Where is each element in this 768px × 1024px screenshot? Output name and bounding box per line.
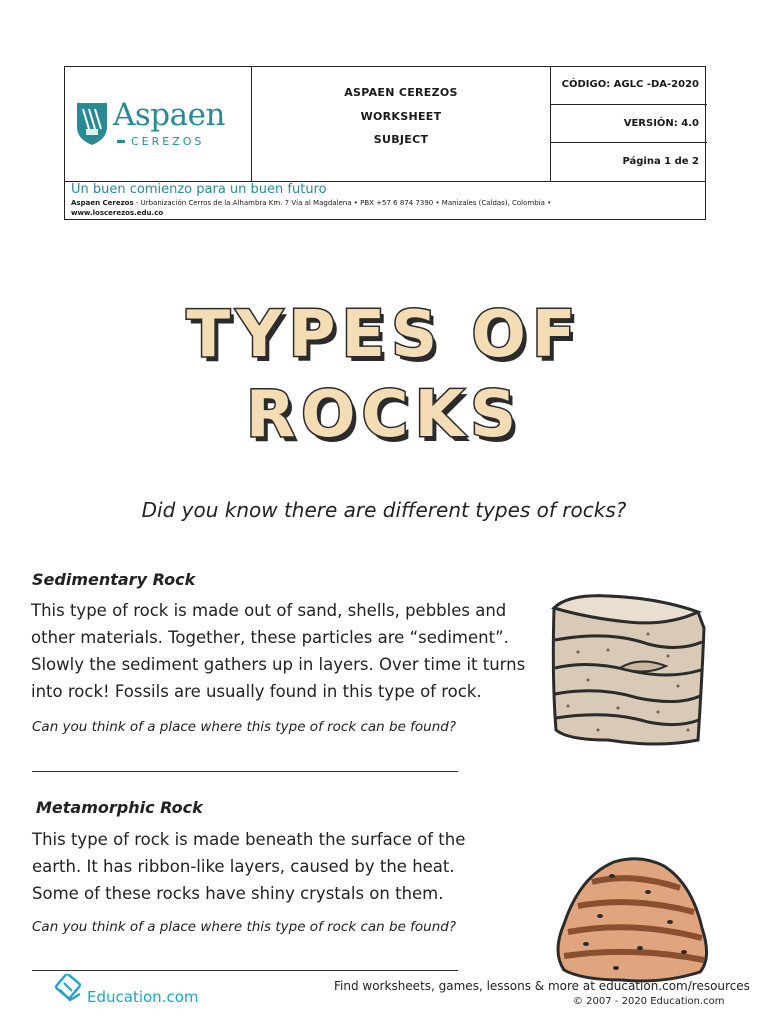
- metamorphic-rock-illustration: [552, 852, 714, 984]
- metamorphic-question: Can you think of a place where this type of rock can be found?: [32, 919, 457, 935]
- header-meta-cell: [551, 67, 707, 181]
- address-name: Aspaen Cerezos: [71, 199, 134, 207]
- metamorphic-body: [32, 826, 465, 907]
- sedimentary-line: This type of rock is made out of sand, shells, pebbles and: [31, 601, 507, 620]
- document-header-table: [64, 66, 706, 220]
- education-com-logo[interactable]: [54, 974, 214, 1008]
- header-motto-row: [65, 181, 705, 219]
- logo-cell: [65, 67, 252, 181]
- doc-subject: SUBJECT: [373, 133, 429, 146]
- sedimentary-body: [31, 597, 525, 705]
- metamorphic-line: earth. It has ribbon-like layers, caused by the heat.: [32, 857, 455, 876]
- page-indicator: Página 1 de 2: [622, 156, 699, 167]
- metamorphic-answer-line[interactable]: [32, 970, 458, 971]
- shield-icon: [75, 99, 109, 147]
- footer-resources-text: Find worksheets, games, lessons & more at education.com/resources: [334, 979, 750, 993]
- logo-wordmark: Aspaen: [113, 97, 225, 133]
- address-details: - Urbanización Cerros de la Alhambra Km. 7 Vía al Magdalena • PBX +57 6 874 7390 • Manizales (Caldas), Colombia •: [133, 199, 552, 207]
- school-website: www.loscerezos.edu.co: [71, 209, 164, 217]
- education-logo-icon: [54, 974, 84, 1004]
- worksheet-title-line1: TYPES OF: [186, 298, 582, 372]
- doc-code: CÓDIGO: AGLC -DA-2020: [551, 67, 707, 105]
- sedimentary-line: into rock! Fossils are usually found in this type of rock.: [31, 682, 482, 701]
- education-logo-text: Education.com: [87, 988, 199, 1006]
- doc-version: VERSIÓN: 4.0: [551, 105, 707, 143]
- metamorphic-heading: Metamorphic Rock: [36, 798, 203, 817]
- metamorphic-line: Some of these rocks have shiny crystals on them.: [32, 884, 444, 903]
- logo-subtitle: CEREZOS: [131, 135, 205, 148]
- sedimentary-line: other materials. Together, these particles are “sediment”.: [31, 628, 509, 647]
- sedimentary-answer-line[interactable]: [32, 771, 458, 772]
- school-motto: Un buen comienzo para un buen futuro: [71, 182, 327, 197]
- worksheet-subtitle: Did you know there are different types of rocks?: [141, 498, 627, 522]
- sedimentary-question: Can you think of a place where this type of rock can be found?: [32, 719, 457, 735]
- header-title-cell: [252, 67, 551, 181]
- school-name: ASPAEN CEREZOS: [344, 86, 458, 99]
- aspaen-logo: [75, 99, 245, 151]
- school-address: [71, 198, 705, 209]
- sedimentary-line: Slowly the sediment gathers up in layers. Over time it turns: [31, 655, 526, 674]
- logo-sub-mark: [117, 140, 125, 143]
- doc-type: WORKSHEET: [360, 110, 442, 123]
- worksheet-title-line2: ROCKS: [245, 378, 523, 452]
- sedimentary-rock-illustration: [548, 590, 708, 750]
- sedimentary-heading: Sedimentary Rock: [32, 570, 196, 589]
- footer-copyright: © 2007 - 2020 Education.com: [573, 996, 725, 1007]
- metamorphic-line: This type of rock is made beneath the surface of the: [32, 830, 466, 849]
